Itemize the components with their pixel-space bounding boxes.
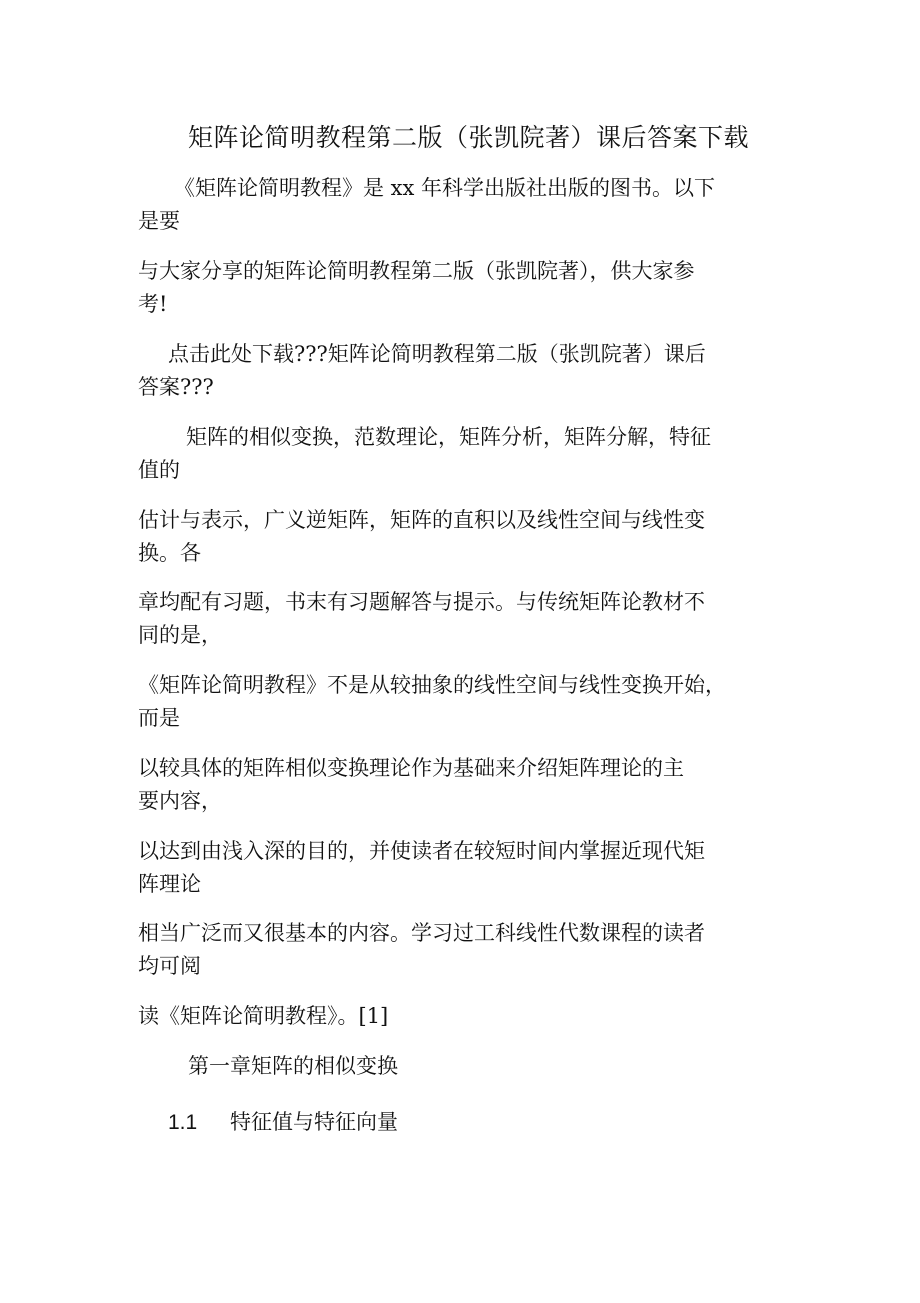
paragraph-line: 是要 <box>138 209 180 233</box>
paragraph-line: 矩阵的相似变换，范数理论，矩阵分析，矩阵分解，特征 <box>186 425 711 449</box>
document-title: 矩阵论简明教程第二版（张凯院著）课后答案下载 <box>188 123 750 152</box>
paragraph-contents-7 <box>138 917 798 983</box>
paragraph-line: 相当广泛而又很基本的内容。学习过工科线性代数课程的读者 <box>138 921 705 945</box>
paragraph-line: 考! <box>138 292 168 316</box>
chapter-heading: 第一章矩阵的相似变换 <box>188 1054 398 1078</box>
paragraph-share <box>138 255 798 321</box>
paragraph-line: 而是 <box>138 706 180 730</box>
paragraph-line: 《矩阵论简明教程》是 xx 年科学出版社出版的图书。以下 <box>174 176 716 200</box>
paragraph-line: 《矩阵论简明教程》不是从较抽象的线性空间与线性变换开始， <box>138 673 726 697</box>
paragraph-line: 均可阅 <box>138 954 201 978</box>
paragraph-line: 与大家分享的矩阵论简明教程第二版（张凯院著），供大家参 <box>138 259 695 283</box>
paragraph-contents-3 <box>138 586 798 652</box>
paragraph-line: 估计与表示，广义逆矩阵，矩阵的直积以及线性空间与线性变 <box>138 508 705 532</box>
paragraph-contents-1 <box>138 421 798 487</box>
download-link-text[interactable]: 点击此处下载???矩阵论简明教程第二版（张凯院著）课后 <box>168 342 706 366</box>
paragraph-line: 换。各 <box>138 541 201 565</box>
paragraph-line: 以达到由浅入深的目的，并使读者在较短时间内掌握近现代矩 <box>138 839 705 863</box>
paragraph-line: 要内容， <box>138 789 222 813</box>
paragraph-line: 阵理论 <box>138 872 201 896</box>
section-heading <box>168 1106 398 1139</box>
paragraph-contents-6 <box>138 835 798 901</box>
paragraph-contents-8 <box>138 1000 798 1033</box>
paragraph-line: 同的是， <box>138 623 222 647</box>
paragraph-line: 答案??? <box>138 375 214 399</box>
paragraph-contents-2 <box>138 504 798 570</box>
paragraph-line: 以较具体的矩阵相似变换理论作为基础来介绍矩阵理论的主 <box>138 756 684 780</box>
paragraph-line: 读《矩阵论简明教程》。[1] <box>138 1004 389 1028</box>
paragraph-intro <box>138 172 798 238</box>
section-title: 特征值与特征向量 <box>230 1110 398 1134</box>
paragraph-line: 值的 <box>138 458 180 482</box>
paragraph-contents-5 <box>138 752 798 818</box>
paragraph-line: 章均配有习题，书末有习题解答与提示。与传统矩阵论教材不 <box>138 590 705 614</box>
section-number: 1.1 <box>168 1111 198 1134</box>
paragraph-download-link[interactable] <box>138 338 798 404</box>
paragraph-contents-4 <box>138 669 798 735</box>
